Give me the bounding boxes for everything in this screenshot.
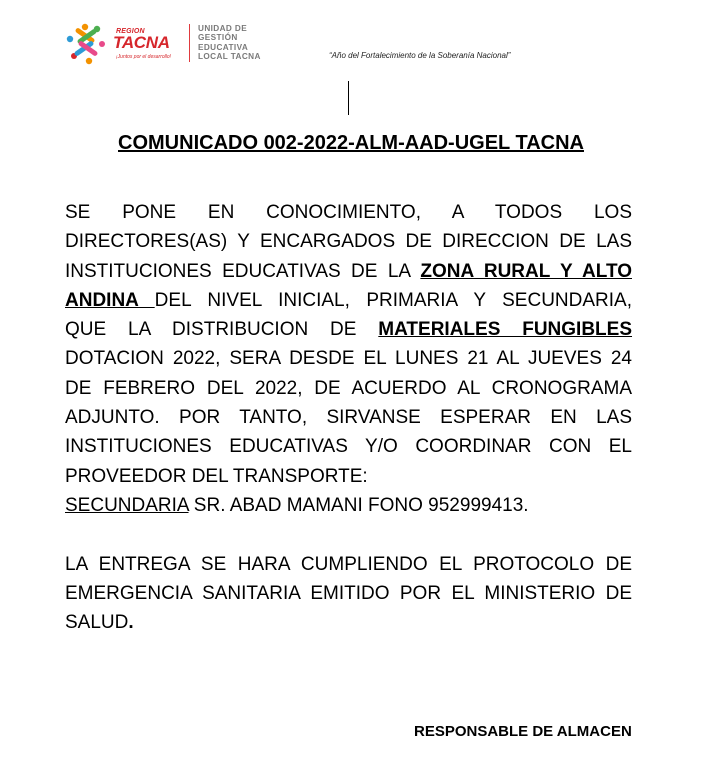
region-slogan: ¡Juntos por el desarrollo! (116, 54, 172, 60)
region-label: REGION (116, 28, 145, 35)
contact-line (65, 491, 632, 520)
body-line: SE PONE EN CONOCIMIENTO, A TODOS LOS (65, 202, 632, 223)
paragraph-spacer (65, 520, 632, 549)
body-text: INSTITUCIONES EDUCATIVAS DE LA (65, 260, 421, 282)
institution-line: UNIDAD DE (198, 24, 248, 33)
materials-highlight: MATERIALES FUNGIBLES (378, 319, 633, 341)
body-text: DEL NIVEL INICIAL, PRIMARIA Y SECUNDARIA, (154, 289, 632, 311)
body-line: PROVEEDOR DEL TRANSPORTE: (65, 465, 368, 487)
body-text: SALUD (65, 612, 129, 634)
region-name: TACNA (113, 33, 170, 52)
body-line (65, 608, 632, 637)
institution-line: LOCAL TACNA (198, 52, 261, 62)
institution-line: GESTIÓN (198, 33, 238, 43)
closing-period: . (128, 612, 134, 634)
body-line (65, 257, 632, 286)
body-line: DE FEBRERO DEL 2022, DE ACUERDO AL CRONOGRAMA (65, 377, 632, 399)
body-line: LA ENTREGA SE HARA CUMPLIENDO EL PROTOCOLO DE (65, 553, 632, 575)
region-tacna-logo-icon (64, 22, 116, 66)
year-motto: “Año del Fortalecimiento de la Soberanía Nacional” (329, 51, 511, 60)
body-text: QUE LA DISTRIBUCION DE (65, 319, 379, 341)
paragraph-distribution (65, 198, 632, 520)
body-line: EMERGENCIA SANITARIA EMITIDO POR EL MINISTERIO DE (65, 582, 632, 604)
paragraph-protocol (65, 550, 632, 638)
level-label: SECUNDARIA (65, 494, 189, 516)
body-line (65, 315, 632, 344)
header-divider (189, 24, 190, 62)
document-header (0, 0, 702, 80)
body-line: ADJUNTO. POR TANTO, SIRVANSE ESPERAR EN LAS (65, 407, 632, 429)
zone-highlight: ANDINA (65, 289, 155, 311)
body-line: INSTITUCIONES EDUCATIVAS Y/O COORDINAR CON EL (65, 436, 632, 458)
institution-name (198, 24, 261, 62)
document-title: COMUNICADO 002-2022-ALM-AAD-UGEL TACNA (118, 132, 584, 154)
zone-highlight: ZONA RURAL Y ALTO (420, 260, 632, 282)
body-line (65, 286, 632, 315)
signature-line: RESPONSABLE DE ALMACEN (414, 723, 632, 740)
text-cursor (348, 81, 349, 115)
body-line: DOTACION 2022, SERA DESDE EL LUNES 21 AL JUEVES 24 (65, 348, 632, 370)
contact-text: SR. ABAD MAMANI FONO 952999413. (188, 494, 529, 516)
institution-line: EDUCATIVA (198, 42, 249, 52)
body-line: DIRECTORES(AS) Y ENCARGADOS DE DIRECCION DE LAS (65, 231, 632, 253)
document-body (65, 198, 632, 637)
